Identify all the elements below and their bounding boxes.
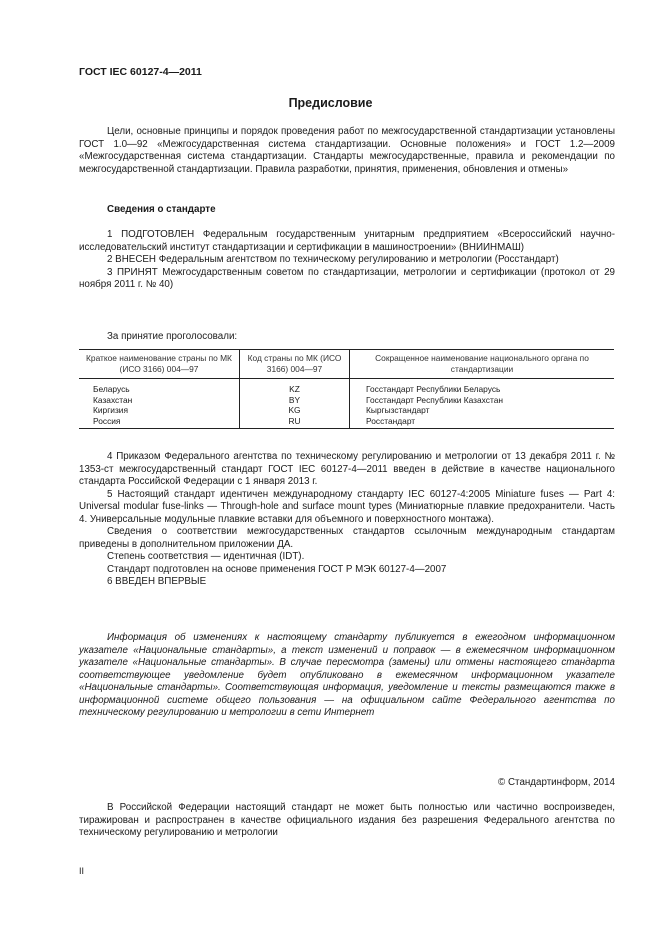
table-header-body: Сокращенное наименование национального органа по стандартизации — [350, 350, 615, 379]
table-cell: Беларусь — [93, 384, 130, 394]
table-cell: Россия — [79, 416, 240, 429]
reproduction-notice: В Российской Федерации настоящий стандарт не может быть полностью или частично воспроизведен, тиражирован и распространен в качестве официального издания без разрешения Федерального агентства по техническому регулированию и метрологии — [79, 802, 615, 838]
table-cell: KZ — [240, 379, 350, 395]
table-cell: Казахстан — [93, 394, 133, 405]
intro-paragraph: Цели, основные принципы и порядок проведения работ по межгосударственной стандартизации установлены ГОСТ 1.0—92 «Межгосударственная система стандартизации. Основные положения» и ГОСТ 1.2—2009 «Межгосударственная система стандартизации. Стандарты межгосударственные, правила и рекомендации по межгосударственной стандартизации. Правила разработки, принятия, применения, обновления и отмены» — [79, 126, 615, 175]
table-cell: KG — [240, 405, 350, 416]
table-cell: RU — [240, 416, 350, 429]
vote-label: За принятие проголосовали: — [107, 331, 238, 342]
after-item-basis: Стандарт подготовлен на основе применения ГОСТ Р МЭК 60127-4—2007 — [107, 563, 447, 575]
table-header-row — [79, 350, 614, 379]
info-item-2: 2 ВНЕСЕН Федеральным агентством по техническому регулированию и метрологии (Росстандарт) — [107, 254, 559, 265]
info-item-3: 3 ПРИНЯТ Межгосударственным советом по стандартизации, метрологии и сертификации (протокол от 29 ноября 2011 г. № 40) — [79, 266, 615, 290]
after-item-5: 5 Настоящий стандарт идентичен международному стандарту IEC 60127-4:2005 Miniature fuses — Part 4: Universal modular fuse-links — Through-hole and surface mount types (Миниатюрные плавкие предохранители. Часть 4. Универсальные модульные плавкие вставки для объемного и поверхностного монтажа). — [79, 488, 615, 525]
copyright: © Стандартинформ, 2014 — [498, 777, 615, 788]
table-cell: Госстандарт Республики Беларусь — [350, 379, 615, 395]
changes-notice: Информация об изменениях к настоящему стандарту публикуется в ежегодном информационном указателе «Национальные стандарты», а текст изменений и поправок — в ежемесячном информационном указателе «Национальные стандарты». В случае пересмотра (замены) или отмены настоящего стандарта соответствующее уведомление будет опубликовано в ежемесячном информационном указателе «Национальные стандарты». Соответствующая информация, уведомление и тексты размещаются также в информационной системе общего пользования — на официальном сайте Федерального агентства по техническому регулированию и метрологии в сети Интернет — [79, 632, 615, 718]
table-cell: Госстандарт Республики Казахстан — [350, 395, 615, 406]
table-cell: Киргизия — [93, 405, 129, 415]
table-cell: Росстандарт — [350, 416, 615, 429]
info-item-1: 1 ПОДГОТОВЛЕН Федеральным государственным унитарным предприятием «Всероссийский научно-исследовательский институт стандартизации и сертификации в машиностроении» (ВНИИНМАШ) — [79, 229, 615, 253]
document-header: ГОСТ IEC 60127-4—2011 — [79, 66, 202, 78]
table-row — [79, 379, 614, 395]
table-row — [79, 416, 614, 429]
after-item-6: 6 ВВЕДЕН ВПЕРВЫЕ — [107, 576, 207, 587]
after-item-conformity: Сведения о соответствии межгосударственных стандартов ссылочным международным стандартам приведены в дополнительном приложении ДА. — [79, 526, 615, 550]
after-list — [79, 451, 615, 589]
table-cell: Кыргызстандарт — [350, 405, 615, 416]
after-item-4: 4 Приказом Федерального агентства по техническому регулированию и метрологии от 13 декабря 2011 г. № 1353-ст межгосударственный стандарт ГОСТ IEC 60127-4—2011 введен в действие в качестве национального стандарта Российской Федерации с 1 января 2013 г. — [79, 451, 615, 487]
page-number: II — [79, 866, 85, 876]
countries-table — [79, 349, 614, 429]
table-row — [79, 395, 614, 406]
table-cell: BY — [240, 395, 350, 406]
table-row — [79, 405, 614, 416]
table-header-country: Краткое наименование страны по МК (ИСО 3166) 004—97 — [79, 350, 240, 379]
intro-section — [79, 126, 615, 176]
table-header-code: Код страны по МК (ИСО 3166) 004—97 — [240, 350, 350, 379]
info-heading: Сведения о стандарте — [107, 204, 216, 215]
after-item-degree: Степень соответствия — идентичная (IDT). — [107, 551, 305, 562]
info-list — [79, 229, 615, 292]
page-title: Предисловие — [288, 96, 373, 110]
